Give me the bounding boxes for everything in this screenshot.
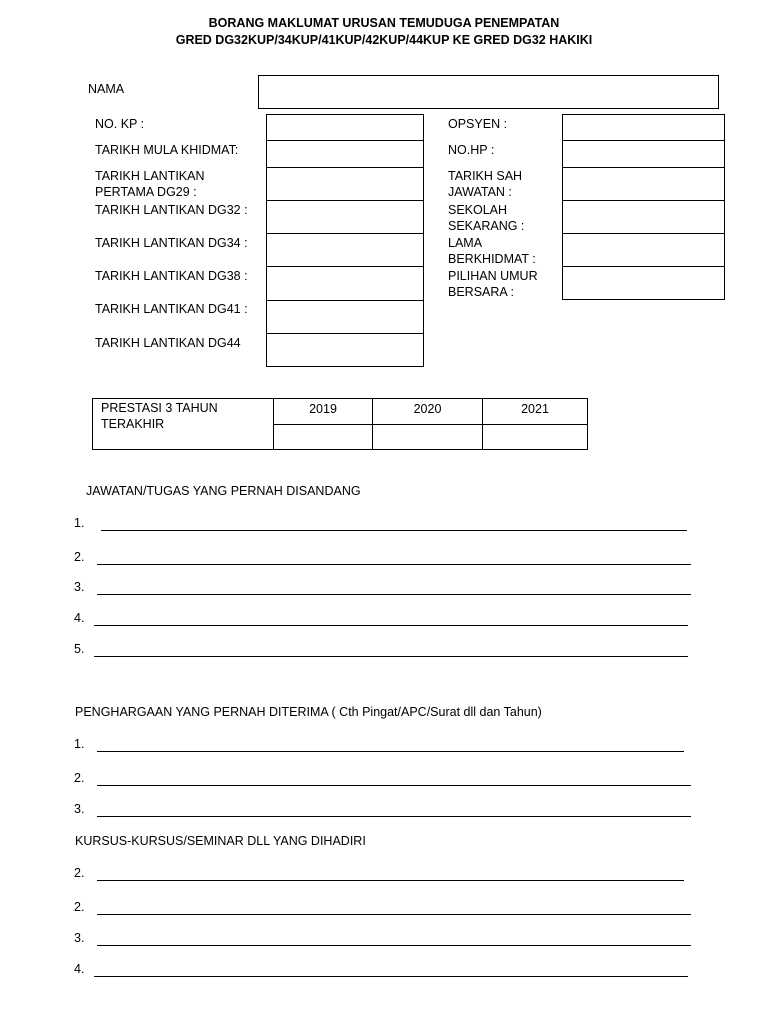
prestasi-table (92, 398, 588, 450)
jawatan-heading: JAWATAN/TUGAS YANG PERNAH DISANDANG (86, 484, 361, 498)
penghargaan-line-3[interactable] (97, 816, 691, 817)
prestasi-2020-cell[interactable] (373, 425, 483, 450)
year-2020-header: 2020 (373, 399, 483, 425)
tarikh-sah-jawatan-field[interactable] (562, 167, 725, 201)
tarikh-lantikan-dg34-field[interactable] (266, 233, 424, 267)
form-subtitle: GRED DG32KUP/34KUP/41KUP/42KUP/44KUP KE GRED DG32 HAKIKI (175, 33, 593, 47)
opsyen-field[interactable] (562, 114, 725, 141)
opsyen-label: OPSYEN : (448, 117, 508, 131)
jawatan-line-2[interactable] (97, 564, 691, 565)
jawatan-line-4[interactable] (94, 625, 688, 626)
jawatan-line-5[interactable] (94, 656, 688, 657)
no-hp-field[interactable] (562, 140, 725, 168)
sekolah-sekarang-label: SEKOLAH SEKARANG : (448, 203, 525, 233)
jawatan-item-number: 5. (74, 642, 85, 656)
tarikh-lantikan-dg29-field[interactable] (266, 167, 424, 201)
tarikh-lantikan-dg34-label: TARIKH LANTIKAN DG34 : (95, 236, 248, 250)
form-title: BORANG MAKLUMAT URUSAN TEMUDUGA PENEMPATAN (208, 16, 560, 30)
kursus-line-1[interactable] (97, 880, 684, 881)
year-2021-header: 2021 (483, 399, 588, 425)
kursus-item-number: 4. (74, 962, 85, 976)
prestasi-label: PRESTASI 3 TAHUN TERAKHIR (93, 399, 274, 450)
tarikh-lantikan-dg38-label: TARIKH LANTIKAN DG38 : (95, 269, 248, 283)
no-kp-field[interactable] (266, 114, 424, 141)
penghargaan-line-2[interactable] (97, 785, 691, 786)
kursus-line-4[interactable] (94, 976, 688, 977)
no-hp-label: NO.HP : (448, 143, 495, 157)
penghargaan-heading: PENGHARGAAN YANG PERNAH DITERIMA ( Cth Pingat/APC/Surat dll dan Tahun) (75, 705, 542, 719)
lama-berkhidmat-field[interactable] (562, 233, 725, 267)
tarikh-lantikan-dg32-field[interactable] (266, 200, 424, 234)
tarikh-mula-khidmat-label: TARIKH MULA KHIDMAT: (95, 143, 239, 157)
kursus-line-3[interactable] (97, 945, 691, 946)
tarikh-lantikan-dg29-label: TARIKH LANTIKAN PERTAMA DG29 : (95, 169, 205, 199)
sekolah-sekarang-field[interactable] (562, 200, 725, 234)
kursus-item-number: 2. (74, 866, 85, 880)
no-kp-label: NO. KP : (95, 117, 145, 131)
pilihan-umur-bersara-label: PILIHAN UMUR BERSARA : (448, 269, 538, 299)
jawatan-line-1[interactable] (101, 530, 687, 531)
jawatan-line-3[interactable] (97, 594, 691, 595)
tarikh-lantikan-dg41-field[interactable] (266, 300, 424, 334)
tarikh-lantikan-dg44-field[interactable] (266, 333, 424, 367)
tarikh-lantikan-dg32-label: TARIKH LANTIKAN DG32 : (95, 203, 248, 217)
tarikh-lantikan-dg44-label: TARIKH LANTIKAN DG44 (95, 336, 241, 350)
penghargaan-item-number: 1. (74, 737, 85, 751)
kursus-heading: KURSUS-KURSUS/SEMINAR DLL YANG DIHADIRI (75, 834, 366, 848)
tarikh-lantikan-dg38-field[interactable] (266, 266, 424, 301)
jawatan-item-number: 1. (74, 516, 85, 530)
tarikh-lantikan-dg41-label: TARIKH LANTIKAN DG41 : (95, 302, 248, 316)
jawatan-item-number: 2. (74, 550, 85, 564)
nama-field[interactable] (258, 75, 719, 109)
prestasi-2021-cell[interactable] (483, 425, 588, 450)
kursus-line-2[interactable] (97, 914, 691, 915)
jawatan-item-number: 4. (74, 611, 85, 625)
pilihan-umur-bersara-field[interactable] (562, 266, 725, 300)
kursus-item-number: 3. (74, 931, 85, 945)
tarikh-sah-jawatan-label: TARIKH SAH JAWATAN : (448, 169, 523, 199)
penghargaan-item-number: 3. (74, 802, 85, 816)
jawatan-item-number: 3. (74, 580, 85, 594)
prestasi-2019-cell[interactable] (274, 425, 373, 450)
lama-berkhidmat-label: LAMA BERKHIDMAT : (448, 236, 536, 266)
year-2019-header: 2019 (274, 399, 373, 425)
kursus-item-number: 2. (74, 900, 85, 914)
penghargaan-item-number: 2. (74, 771, 85, 785)
tarikh-mula-khidmat-field[interactable] (266, 140, 424, 168)
penghargaan-line-1[interactable] (97, 751, 684, 752)
nama-label: NAMA (88, 82, 125, 96)
